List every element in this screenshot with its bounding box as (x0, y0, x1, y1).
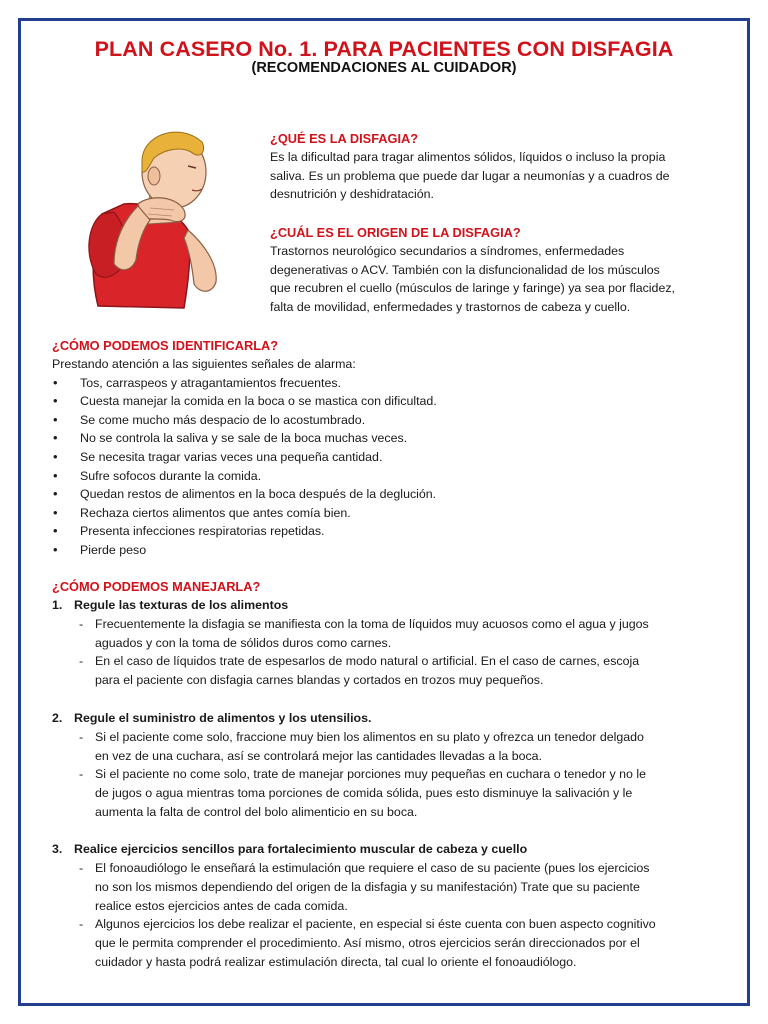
text-line: saliva. Es un problema que puede dar lugar a neumonías y a cuadros de (270, 168, 670, 183)
warning-signs-list (52, 374, 732, 560)
list-item: • Sufre sofocos durante la comida. (52, 467, 732, 486)
heading-origin: ¿CUÁL ES EL ORIGEN DE LA DISFAGIA? (270, 225, 521, 240)
heading-manage: ¿CÓMO PODEMOS MANEJARLA? (52, 579, 261, 594)
text-line: que le permita comprender el procedimiento. Así mismo, otros ejercicios serán direccionados por el (95, 936, 640, 951)
list-item: - Si el paciente come solo, fraccione muy bien los alimentos en su plato y ofrezca un tenedor delgado en vez de una cuchara, así se controlará mejor las cantidades llevadas a la boca. (52, 728, 742, 765)
person-holding-neck-icon (84, 124, 254, 314)
text-line: Si el paciente come solo, fraccione muy bien los alimentos en su plato y ofrezca un tenedor delgado (95, 729, 644, 744)
text-line: que recubren el cuello (músculos de laringe y faringe) ya sea por flacidez, (270, 281, 675, 296)
dash-list (52, 728, 742, 822)
item-number: 2. (52, 710, 63, 725)
list-item: - En el caso de líquidos trate de espesarlos de modo natural o artificial. En el caso de carnes, escoja para el paciente con disfagia carnes blandas y cortados en trozos muy pequeños. (52, 652, 742, 689)
numbered-item-2 (52, 709, 742, 822)
text-line: desnutrición y deshidratación. (270, 187, 434, 202)
text-line: no son los mismos dependiendo del origen de la disfagia y su manifestación) Trate que su paciente (95, 880, 640, 895)
list-item: • Se come mucho más despacio de lo acostumbrado. (52, 411, 732, 430)
list-item: • No se controla la saliva y se sale de la boca muchas veces. (52, 429, 732, 448)
text-line: En el caso de líquidos trate de espesarlos de modo natural o artificial. En el caso de carnes, escoja (95, 654, 640, 669)
text-line: aguados y con la toma de sólidos duros como carnes. (95, 635, 392, 650)
section-identify (52, 336, 732, 560)
list-item: • Pierde peso (52, 541, 732, 560)
text-line: aumenta la falta de control del bolo alimenticio en su boca. (95, 804, 418, 819)
text-line: realice estos ejercicios antes de cada comida. (95, 898, 348, 913)
dash-list (52, 859, 742, 971)
item-number: 1. (52, 598, 63, 612)
list-item: • Cuesta manejar la comida en la boca o se mastica con dificultad. (52, 392, 732, 411)
text-line: de jugos o agua mientras toma porciones de comida sólida, pues esto disminuye la salivación y le (95, 785, 633, 800)
list-item: • Tos, carraspeos y atragantamientos frecuentes. (52, 374, 732, 393)
list-item: • Se necesita tragar varias veces una pequeña cantidad. (52, 448, 732, 467)
item-title: Realice ejercicios sencillos para fortalecimiento muscular de cabeza y cuello (74, 842, 528, 857)
text-line: para el paciente con disfagia carnes blandas y cortados en trozos muy pequeños. (95, 673, 544, 688)
text-line: Si el paciente no come solo, trate de manejar porciones muy pequeñas en cuchara o tenedor y no le (95, 767, 647, 782)
text-line: Es la dificultad para tragar alimentos sólidos, líquidos o incluso la propia (270, 150, 666, 164)
document-subtitle: (RECOMENDACIONES AL CUIDADOR) (251, 60, 517, 76)
item-title: Regule las texturas de los alimentos (74, 598, 289, 612)
item-number: 3. (52, 842, 63, 857)
document-title: PLAN CASERO No. 1. PARA PACIENTES CON DISFAGIA (94, 37, 674, 61)
text-line: Trastornos neurológico secundarios a síndromes, enfermedades (270, 244, 625, 258)
text-line: cuidador y hasta podrá realizar estimulación directa, tal cual lo oriente el fonoaudiólogo. (95, 954, 577, 969)
section-origin (270, 223, 740, 317)
text-line: degenerativas o ACV. También con la disfuncionalidad de los músculos (270, 262, 660, 277)
text-line: El fonoaudiólogo le enseñará la estimulación que requiere el caso de su paciente (pues los ejercicios (95, 861, 650, 876)
list-item: - Algunos ejercicios los debe realizar el paciente, en especial si éste cuenta con buen aspecto cognitivo que le permita comprender el procedimiento. Así mismo, otros ejercicios serán direccionados por el cuidador y hasta podrá realizar estimulación directa, tal cual lo oriente el fonoaudiólogo. (52, 915, 742, 971)
list-item: • Rechaza ciertos alimentos que antes comía bien. (52, 504, 732, 523)
item-title: Regule el suministro de alimentos y los utensilios. (74, 710, 372, 725)
numbered-item-3 (52, 840, 742, 971)
list-item: • Presenta infecciones respiratorias repetidas. (52, 522, 732, 541)
heading-what-is: ¿QUÉ ES LA DISFAGIA? (270, 131, 419, 146)
intro-text: Prestando atención a las siguientes señales de alarma: (52, 357, 356, 371)
heading-identify: ¿CÓMO PODEMOS IDENTIFICARLA? (52, 338, 279, 353)
section-what-is (270, 129, 730, 204)
text-line: falta de movilidad, enfermedades y trastornos de cabeza y cuello. (270, 300, 631, 315)
text-line: Frecuentemente la disfagia se manifiesta con la toma de líquidos muy acuosos como el agua y jugos (95, 617, 649, 631)
numbered-item-1 (52, 596, 742, 690)
list-item: • Quedan restos de alimentos en la boca después de la deglución. (52, 485, 732, 504)
list-item: - El fonoaudiólogo le enseñará la estimulación que requiere el caso de su paciente (pues los ejercicios no son los mismos dependiendo del origen de la disfagia y su manifestación) Trate que su paciente realice estos ejercicios antes de cada comida. (52, 859, 742, 915)
dash-list (52, 615, 742, 690)
section-manage (52, 577, 742, 972)
list-item: - Frecuentemente la disfagia se manifiesta con la toma de líquidos muy acuosos como el agua y jugos aguados y con la toma de sólidos duros como carnes. (52, 615, 742, 652)
text-line: en vez de una cuchara, así se controlará mejor las cantidades llevadas a la boca. (95, 748, 543, 763)
text-line: Algunos ejercicios los debe realizar el paciente, en especial si éste cuenta con buen aspecto cognitivo (95, 917, 656, 932)
list-item: - Si el paciente no come solo, trate de manejar porciones muy pequeñas en cuchara o tenedor y no le de jugos o agua mientras toma porciones de comida sólida, pues esto disminuye la salivación y le aumenta la falta de control del bolo alimenticio en su boca. (52, 765, 742, 821)
